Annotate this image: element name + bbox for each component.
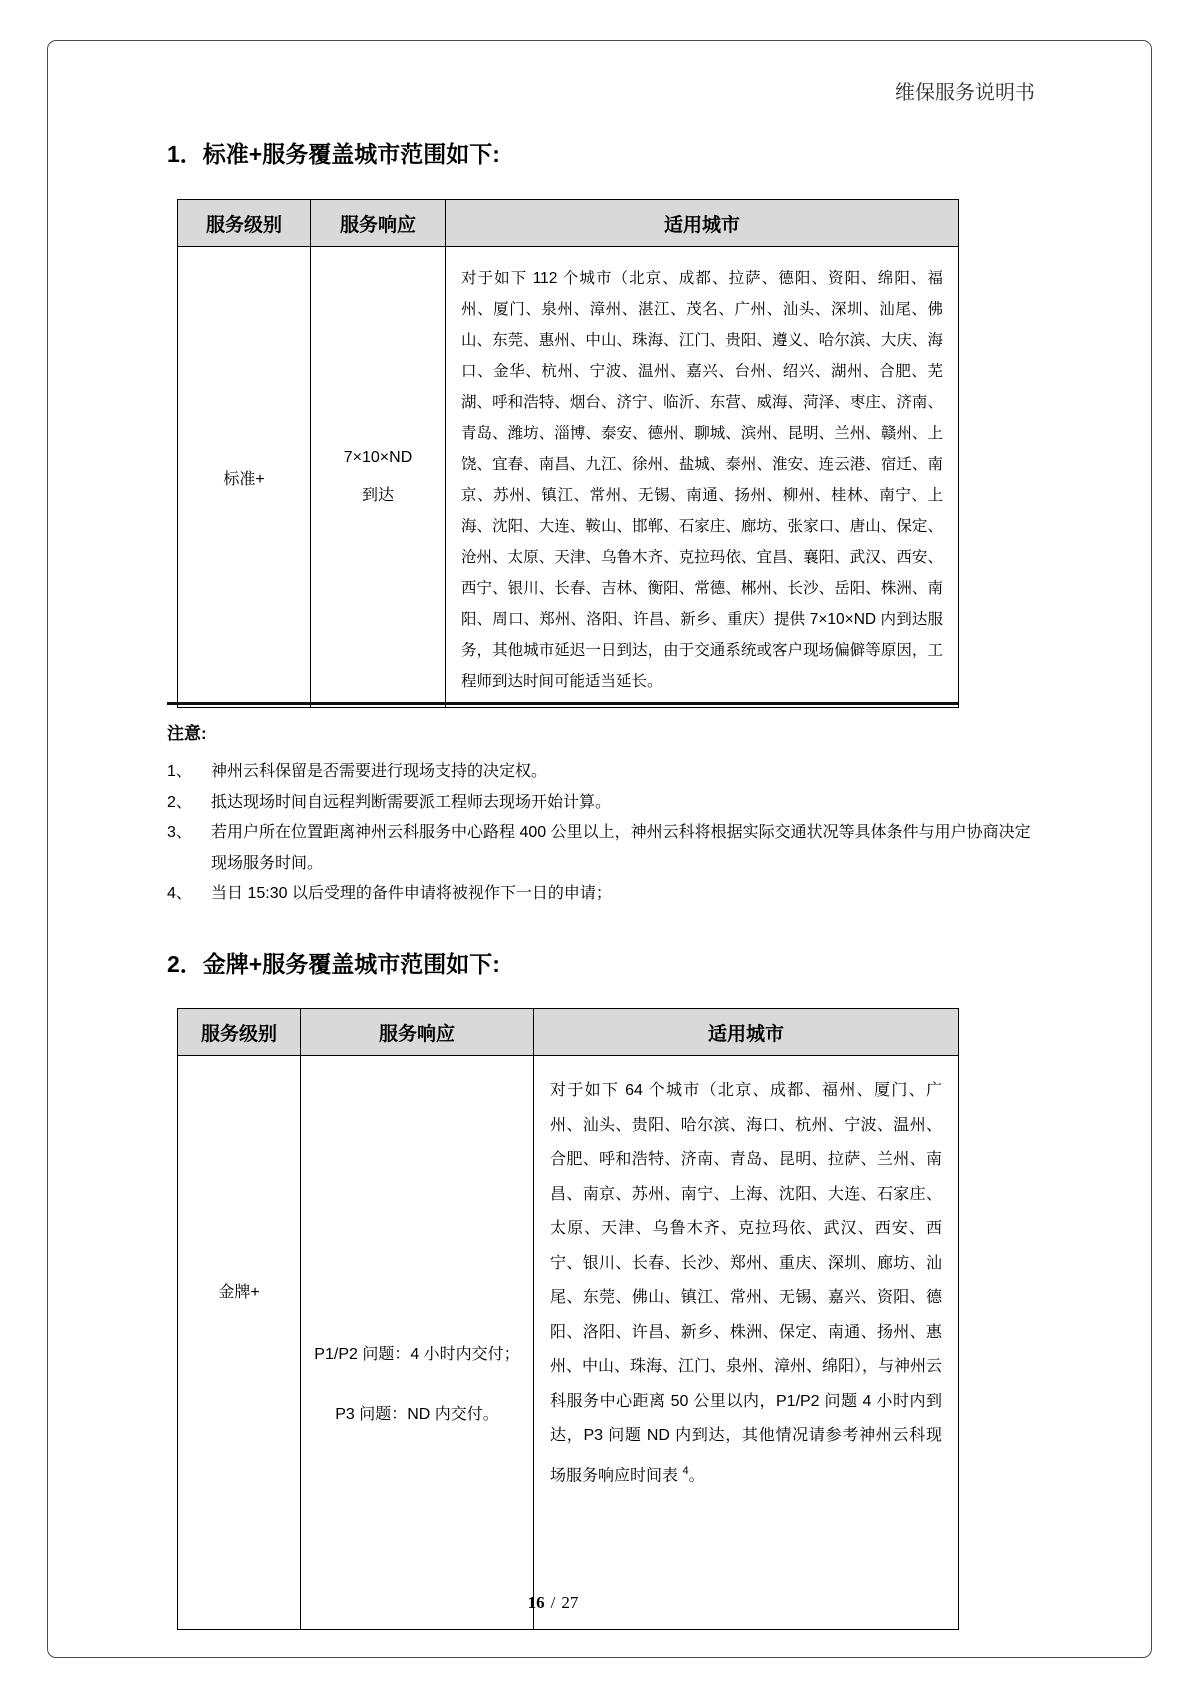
table1-header-applicable-cities: 适用城市 — [446, 200, 959, 247]
page-number-total: 27 — [561, 1593, 579, 1612]
response-paragraph-1: P1/P2 问题：4 小时内交付； — [314, 1346, 520, 1363]
table2-cities-paragraph — [534, 1056, 958, 1503]
response-line-1: 7×10×ND — [343, 449, 413, 466]
table1-cities-cell — [446, 247, 959, 708]
page-number-separator: / — [550, 1593, 556, 1612]
section-divider-rule — [167, 702, 958, 705]
table2-service-level-cell: 金牌+ — [178, 1056, 301, 1630]
notes-title: 注意: — [167, 724, 207, 743]
table2-data-row — [178, 1056, 959, 1630]
page-footer — [167, 1593, 939, 1613]
gold-service-table — [177, 1008, 959, 1630]
table1-header-row — [178, 200, 959, 247]
notes-section — [167, 720, 1039, 910]
table2-cities-cell — [534, 1056, 959, 1630]
note-number: 3、 — [167, 824, 192, 841]
table2-header-service-response: 服务响应 — [301, 1009, 534, 1056]
page-number-current: 16 — [527, 1593, 545, 1612]
doc-header — [167, 76, 1035, 105]
table1-data-row — [178, 247, 959, 708]
table1-service-response-cell — [311, 247, 446, 708]
note-number: 1、 — [167, 763, 192, 780]
note-text: 抵达现场时间自远程判断需要派工程师去现场开始计算。 — [211, 793, 612, 811]
note-number: 2、 — [167, 793, 192, 811]
note-item-2 — [167, 788, 1039, 819]
note-text: 神州云科保留是否需要进行现场支持的决定权。 — [211, 763, 548, 780]
table2-cities-text: 对于如下 64 个城市（北京、成都、福州、厦门、广州、汕头、贵阳、哈尔滨、海口、杭州、宁波、温州、合肥、呼和浩特、济南、青岛、昆明、拉萨、兰州、南昌、南京、苏州、南宁、上海、沈阳、大连、石家庄、太原、天津、乌鲁木齐、克拉玛依、武汉、西安、西宁、银川、长春、长沙、郑州、重庆、深圳、廊坊、汕尾、东莞、佛山、镇江、常州、无锡、嘉兴、资阳、德阳、洛阳、许昌、新乡、株洲、保定、南通、扬州、惠州、中山、珠海、江门、泉州、漳州、绵阳），与神州云科服务中心距离 50 公里以内，P1/P2 问题 4 小时内到达，P3 问题 ND 内到达，其他情况请参考神州云科现场服务响应时间表 — [550, 1082, 943, 1484]
note-item-3 — [167, 818, 1039, 879]
section1-heading: 1．标准+服务覆盖城市范围如下: — [167, 141, 500, 167]
footnote-ref: 4 — [682, 1464, 689, 1477]
response-paragraph-2: P3 问题：ND 内交付。 — [335, 1406, 499, 1423]
table1-service-level-cell: 标准+ — [178, 247, 311, 708]
note-number: 4、 — [167, 885, 192, 902]
note-text: 若用户所在位置距离神州云科服务中心路程 400 公里以上，神州云科将根据实际交通状况等具体条件与用户协商决定现场服务时间。 — [211, 824, 1031, 872]
note-text: 当日 15:30 以后受理的备件申请将被视作下一日的申请； — [211, 885, 612, 902]
table2-header-service-level: 服务级别 — [178, 1009, 301, 1056]
table1-cities-paragraph: 对于如下 112 个城市（北京、成都、拉萨、德阳、资阳、绵阳、福州、厦门、泉州、漳州、湛江、茂名、广州、汕头、深圳、汕尾、佛山、东莞、惠州、中山、珠海、江门、贵阳、遵义、哈尔滨、大庆、海口、金华、杭州、宁波、温州、嘉兴、台州、绍兴、湖州、合肥、芜湖、呼和浩特、烟台、济宁、临沂、东营、威海、菏泽、枣庄、济南、青岛、潍坊、淄博、泰安、德州、聊城、滨州、昆明、兰州、赣州、上饶、宜春、南昌、九江、徐州、盐城、泰州、淮安、连云港、宿迁、南京、苏州、镇江、常州、无锡、南通、扬州、柳州、桂林、南宁、上海、沈阳、大连、鞍山、邯郸、石家庄、廊坊、张家口、唐山、保定、沧州、太原、天津、乌鲁木齐、克拉玛依、宜昌、襄阳、武汉、西安、西宁、银川、长春、吉林、衡阳、常德、郴州、长沙、岳阳、株洲、南阳、周口、郑州、洛阳、许昌、新乡、重庆）提供 7×10×ND 内到达服务，其他城市延迟一日到达，由于交通系统或客户现场偏僻等原因，工程师到达时间可能适当延长。 — [461, 270, 943, 690]
response-line-2: 到达 — [361, 487, 394, 504]
note-item-1 — [167, 757, 1039, 788]
note-item-4 — [167, 879, 1039, 910]
table2-cities-tail: 。 — [688, 1466, 705, 1484]
standard-service-table — [177, 199, 959, 708]
table1-header-service-response: 服务响应 — [311, 200, 446, 247]
doc-header-title: 维保服务说明书 — [895, 82, 1035, 104]
section2-heading: 2．金牌+服务覆盖城市范围如下: — [167, 951, 500, 977]
table2-header-applicable-cities: 适用城市 — [534, 1009, 959, 1056]
table2-header-row — [178, 1009, 959, 1056]
table2-service-response-cell — [301, 1056, 534, 1630]
table1-header-service-level: 服务级别 — [178, 200, 311, 247]
